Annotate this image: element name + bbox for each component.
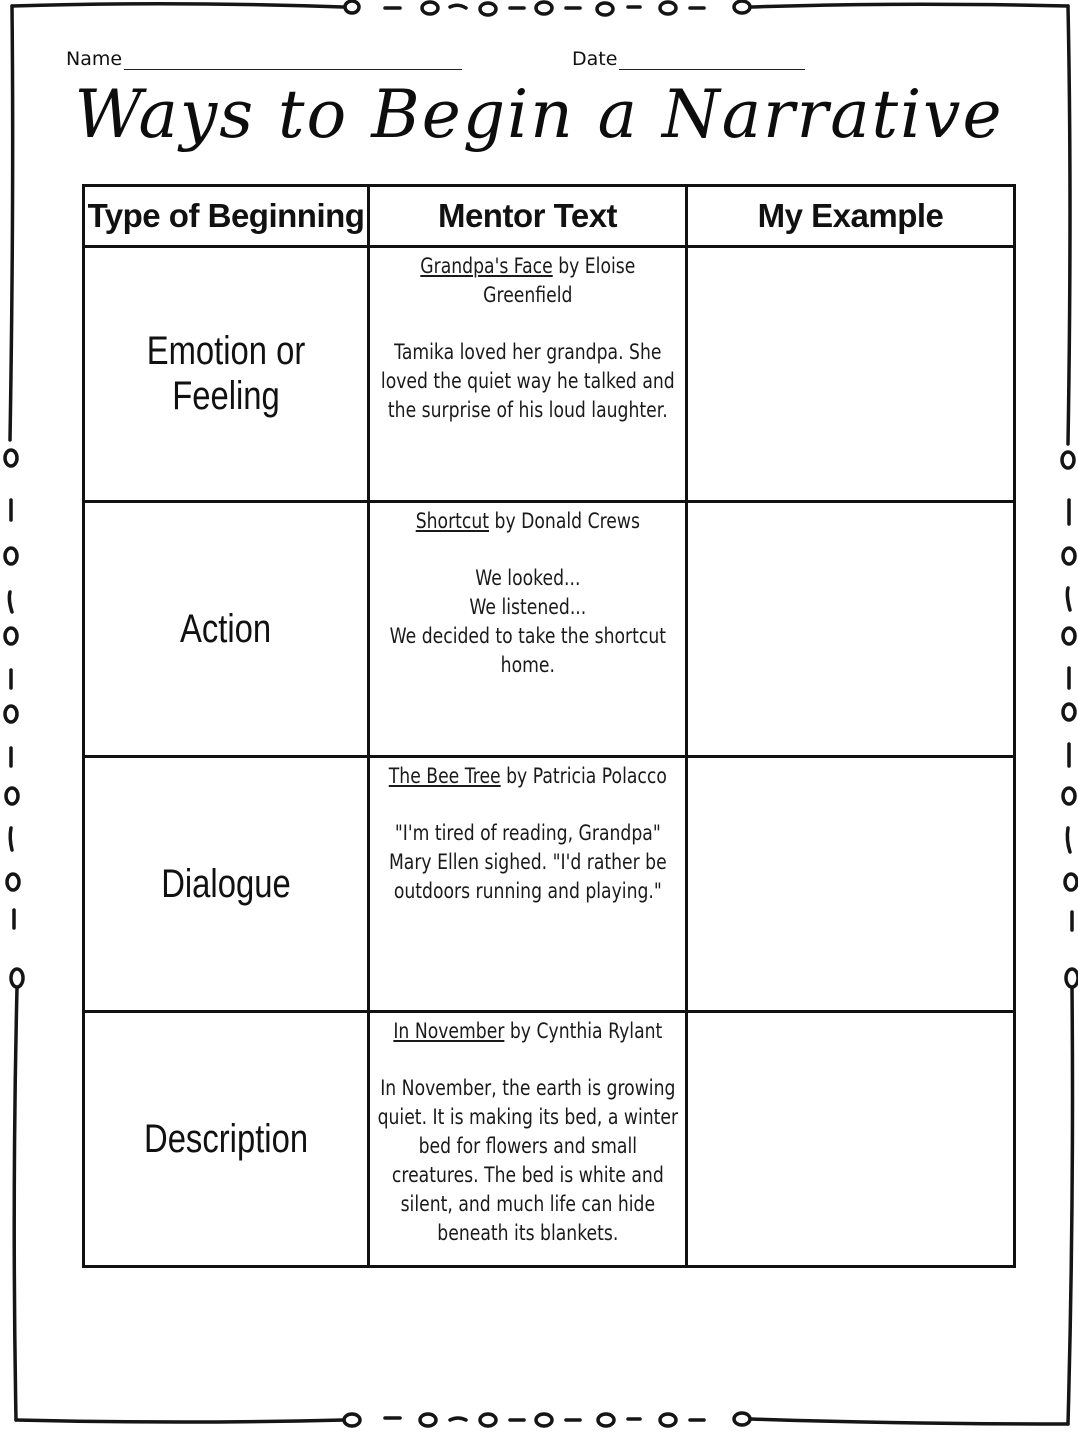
book-title: The Bee Tree xyxy=(388,764,501,788)
type-cell xyxy=(84,502,369,757)
narrative-beginnings-table xyxy=(82,184,1016,1268)
type-cell xyxy=(84,247,369,502)
table-row xyxy=(84,502,1015,757)
type-label: Description xyxy=(143,1116,309,1161)
table-row xyxy=(84,247,1015,502)
book-source xyxy=(376,507,679,536)
book-title: Shortcut xyxy=(415,509,489,533)
date-field[interactable] xyxy=(572,48,805,70)
book-source xyxy=(376,762,679,791)
table-row xyxy=(84,757,1015,1012)
column-header-mentor-text: Mentor Text xyxy=(369,186,687,247)
page-title: Ways to Begin a Narrative xyxy=(74,76,1004,153)
type-label: Action xyxy=(180,606,272,651)
column-header-type: Type of Beginning xyxy=(84,186,369,247)
book-source xyxy=(376,1017,679,1046)
mentor-text-cell xyxy=(369,757,687,1012)
type-cell xyxy=(84,757,369,1012)
mentor-text-cell xyxy=(369,1012,687,1267)
book-title: Grandpa's Face xyxy=(419,254,553,278)
book-author: by Cynthia Rylant xyxy=(504,1019,662,1043)
type-label: Dialogue xyxy=(161,861,291,906)
type-label: Emotion or Feeling xyxy=(146,329,306,418)
book-author: by Patricia Polacco xyxy=(500,764,667,788)
mentor-text-cell xyxy=(369,502,687,757)
my-example-cell[interactable] xyxy=(687,502,1015,757)
my-example-cell[interactable] xyxy=(687,247,1015,502)
type-cell xyxy=(84,1012,369,1267)
book-excerpt: Tamika loved her grandpa. She loved the quiet way he talked and the surprise of his loud laughter. xyxy=(380,340,675,422)
book-excerpt: We looked... We listened... We decided to take the shortcut home. xyxy=(389,566,666,677)
book-source xyxy=(376,252,679,310)
book-excerpt: In November, the earth is growing quiet. It is making its bed, a winter bed for flowers and small creatures. The bed is white and silent, and much life can hide beneath its blankets. xyxy=(377,1076,678,1245)
name-blank-line[interactable] xyxy=(124,49,462,70)
table-row xyxy=(84,1012,1015,1267)
column-header-my-example: My Example xyxy=(687,186,1015,247)
book-title: In November xyxy=(393,1019,505,1043)
mentor-text-cell xyxy=(369,247,687,502)
date-label: Date xyxy=(572,48,618,70)
name-label: Name xyxy=(66,48,123,70)
my-example-cell[interactable] xyxy=(687,757,1015,1012)
book-author: by Eloise Greenfield xyxy=(482,254,636,307)
book-excerpt: "I'm tired of reading, Grandpa" Mary Ellen sighed. "I'd rather be outdoors running and playing." xyxy=(388,821,667,903)
book-author: by Donald Crews xyxy=(488,509,640,533)
name-field[interactable] xyxy=(66,48,462,70)
table-header-row xyxy=(84,186,1015,247)
date-blank-line[interactable] xyxy=(619,49,805,70)
my-example-cell[interactable] xyxy=(687,1012,1015,1267)
